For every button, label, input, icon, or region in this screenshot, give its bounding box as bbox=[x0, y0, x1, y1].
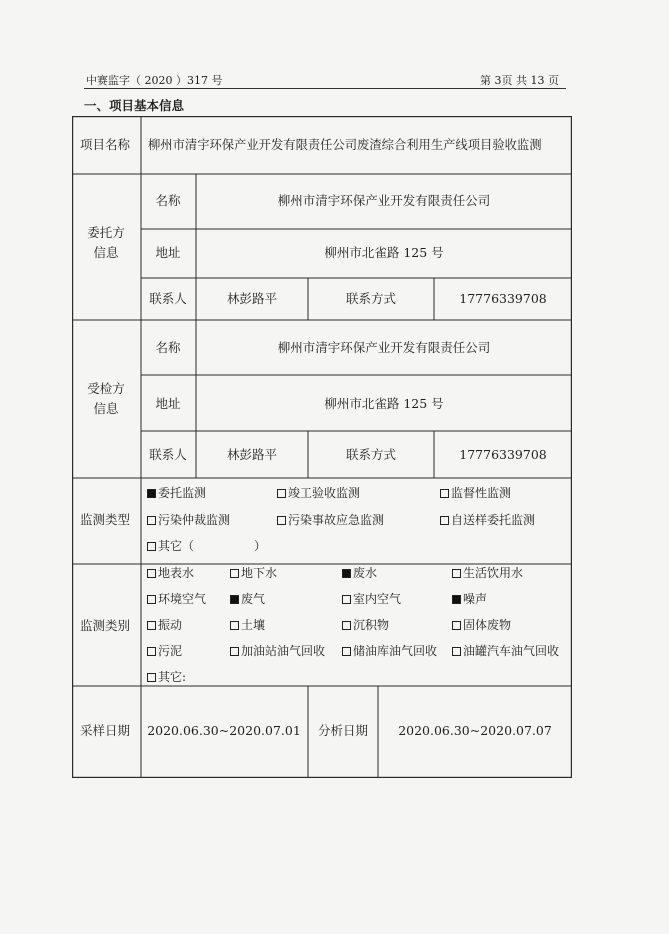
inspected-phone-label: 联系方式 bbox=[345, 447, 397, 462]
project-info-table bbox=[72, 116, 572, 778]
project-name-label: 项目名称 bbox=[80, 137, 131, 152]
monitor-category-option[interactable] bbox=[342, 565, 377, 581]
header-rule bbox=[84, 88, 566, 89]
inspected-name-label: 名称 bbox=[155, 340, 181, 355]
page-indicator: 第 3页 共 13 页 bbox=[480, 74, 559, 87]
monitor-category-option[interactable] bbox=[147, 565, 194, 581]
monitor-category-option-label: 废水 bbox=[353, 566, 378, 580]
checkbox-icon[interactable] bbox=[147, 569, 156, 578]
monitor-category-option[interactable] bbox=[452, 565, 523, 581]
sampling-date-value: 2020.06.30~2020.07.01 bbox=[147, 723, 301, 738]
checkbox-icon[interactable] bbox=[440, 516, 449, 525]
checkbox-icon[interactable] bbox=[230, 569, 239, 578]
monitor-type-option[interactable] bbox=[147, 538, 266, 554]
monitor-category-option[interactable] bbox=[147, 669, 186, 685]
monitor-type-option[interactable] bbox=[147, 485, 206, 501]
client-name-value: 柳州市清宇环保产业开发有限责任公司 bbox=[277, 193, 491, 208]
client-address-value: 柳州市北雀路 125 号 bbox=[324, 245, 444, 260]
inspected-contact-label: 联系人 bbox=[149, 447, 187, 462]
checkbox-icon[interactable] bbox=[147, 542, 156, 551]
monitor-category-option[interactable] bbox=[342, 591, 401, 607]
monitor-type-option-label: 自送样委托监测 bbox=[451, 513, 536, 527]
monitor-category-option-label: 沉积物 bbox=[353, 618, 390, 632]
checkbox-icon[interactable] bbox=[342, 647, 351, 656]
monitor-category-option[interactable] bbox=[147, 591, 206, 607]
inspected-phone-value: 17776339708 bbox=[459, 447, 547, 462]
inspected-contact-value: 林彭路平 bbox=[226, 447, 278, 462]
monitor-category-option[interactable] bbox=[147, 643, 182, 659]
monitor-category-option[interactable] bbox=[452, 643, 559, 659]
monitor-category-option[interactable] bbox=[147, 617, 182, 633]
monitor-category-option[interactable] bbox=[342, 617, 389, 633]
monitor-type-option-label: 其它（ ） bbox=[158, 539, 267, 553]
monitor-category-option-label: 地下水 bbox=[241, 566, 278, 580]
checkbox-icon[interactable] bbox=[147, 673, 156, 682]
monitor-type-option[interactable] bbox=[440, 485, 511, 501]
client-label: 委托方信息 bbox=[87, 225, 125, 260]
analysis-date-value: 2020.06.30~2020.07.07 bbox=[398, 723, 552, 738]
checked-checkbox-icon[interactable] bbox=[147, 489, 156, 498]
client-phone-value: 17776339708 bbox=[459, 291, 547, 306]
monitor-category-option-label: 油罐汽车油气回收 bbox=[463, 644, 560, 658]
monitor-category-option-label: 储油库油气回收 bbox=[353, 644, 438, 658]
monitor-category-option-label: 其它: bbox=[158, 670, 187, 684]
client-phone-label: 联系方式 bbox=[345, 291, 397, 306]
monitor-type-option-label: 污染事故应急监测 bbox=[288, 513, 385, 527]
inspected-address-value: 柳州市北雀路 125 号 bbox=[324, 396, 444, 411]
analysis-date-label: 分析日期 bbox=[317, 723, 369, 738]
checkbox-icon[interactable] bbox=[440, 489, 449, 498]
monitor-type-option[interactable] bbox=[440, 512, 535, 528]
checkbox-icon[interactable] bbox=[147, 516, 156, 525]
client-contact-label: 联系人 bbox=[149, 291, 187, 306]
monitor-type-option[interactable] bbox=[277, 512, 384, 528]
monitor-type-option-label: 污染仲裁监测 bbox=[158, 513, 231, 527]
checkbox-icon[interactable] bbox=[342, 621, 351, 630]
client-contact-value: 林彭路平 bbox=[226, 291, 278, 306]
checkbox-icon[interactable] bbox=[277, 516, 286, 525]
checkbox-icon[interactable] bbox=[452, 569, 461, 578]
monitor-category-option-label: 地表水 bbox=[158, 566, 195, 580]
monitor-category-option-label: 噪声 bbox=[463, 592, 488, 606]
monitor-type-option-label: 委托监测 bbox=[158, 486, 207, 500]
checkbox-icon[interactable] bbox=[230, 647, 239, 656]
monitor-category-option-label: 污泥 bbox=[158, 644, 183, 658]
monitor-category-option[interactable] bbox=[230, 617, 265, 633]
monitor-category-option[interactable] bbox=[230, 565, 277, 581]
monitor-type-label: 监测类型 bbox=[80, 512, 131, 527]
inspected-address-label: 地址 bbox=[155, 396, 181, 411]
monitor-type-option-label: 竣工验收监测 bbox=[288, 486, 361, 500]
checkbox-icon[interactable] bbox=[342, 595, 351, 604]
inspected-name-value: 柳州市清宇环保产业开发有限责任公司 bbox=[277, 340, 491, 355]
monitor-category-option-label: 环境空气 bbox=[158, 592, 207, 606]
checkbox-icon[interactable] bbox=[230, 621, 239, 630]
checkbox-icon[interactable] bbox=[147, 647, 156, 656]
monitor-category-option[interactable] bbox=[452, 617, 511, 633]
monitor-category-option-label: 废气 bbox=[241, 592, 266, 606]
checkbox-icon[interactable] bbox=[452, 647, 461, 656]
checkbox-icon[interactable] bbox=[452, 621, 461, 630]
monitor-category-label: 监测类别 bbox=[80, 618, 131, 633]
monitor-category-option[interactable] bbox=[342, 643, 437, 659]
monitor-category-option[interactable] bbox=[230, 591, 265, 607]
sampling-date-label: 采样日期 bbox=[80, 723, 131, 738]
monitor-category-option-label: 土壤 bbox=[241, 618, 266, 632]
checked-checkbox-icon[interactable] bbox=[452, 595, 461, 604]
checkbox-icon[interactable] bbox=[277, 489, 286, 498]
checkbox-icon[interactable] bbox=[147, 595, 156, 604]
monitor-category-option-label: 加油站油气回收 bbox=[241, 644, 326, 658]
checked-checkbox-icon[interactable] bbox=[230, 595, 239, 604]
monitor-category-option[interactable] bbox=[230, 643, 325, 659]
monitor-type-option[interactable] bbox=[277, 485, 360, 501]
checkbox-icon[interactable] bbox=[147, 621, 156, 630]
monitor-category-option-label: 室内空气 bbox=[353, 592, 402, 606]
monitor-category-option-label: 生活饮用水 bbox=[463, 566, 524, 580]
monitor-category-option-label: 振动 bbox=[158, 618, 183, 632]
section-title: 一、项目基本信息 bbox=[84, 98, 185, 113]
report-number: 中赛监字（ 2020 ）317 号 bbox=[86, 74, 223, 87]
checked-checkbox-icon[interactable] bbox=[342, 569, 351, 578]
monitor-category-option-label: 固体废物 bbox=[463, 618, 512, 632]
monitor-type-option[interactable] bbox=[147, 512, 230, 528]
project-name-value: 柳州市清宇环保产业开发有限责任公司废渣综合利用生产线项目验收监测 bbox=[148, 138, 542, 152]
client-address-label: 地址 bbox=[155, 245, 181, 260]
client-name-label: 名称 bbox=[155, 193, 181, 208]
monitor-type-option-label: 监督性监测 bbox=[451, 486, 512, 500]
monitor-category-option[interactable] bbox=[452, 591, 487, 607]
inspected-label: 受检方信息 bbox=[87, 381, 125, 416]
